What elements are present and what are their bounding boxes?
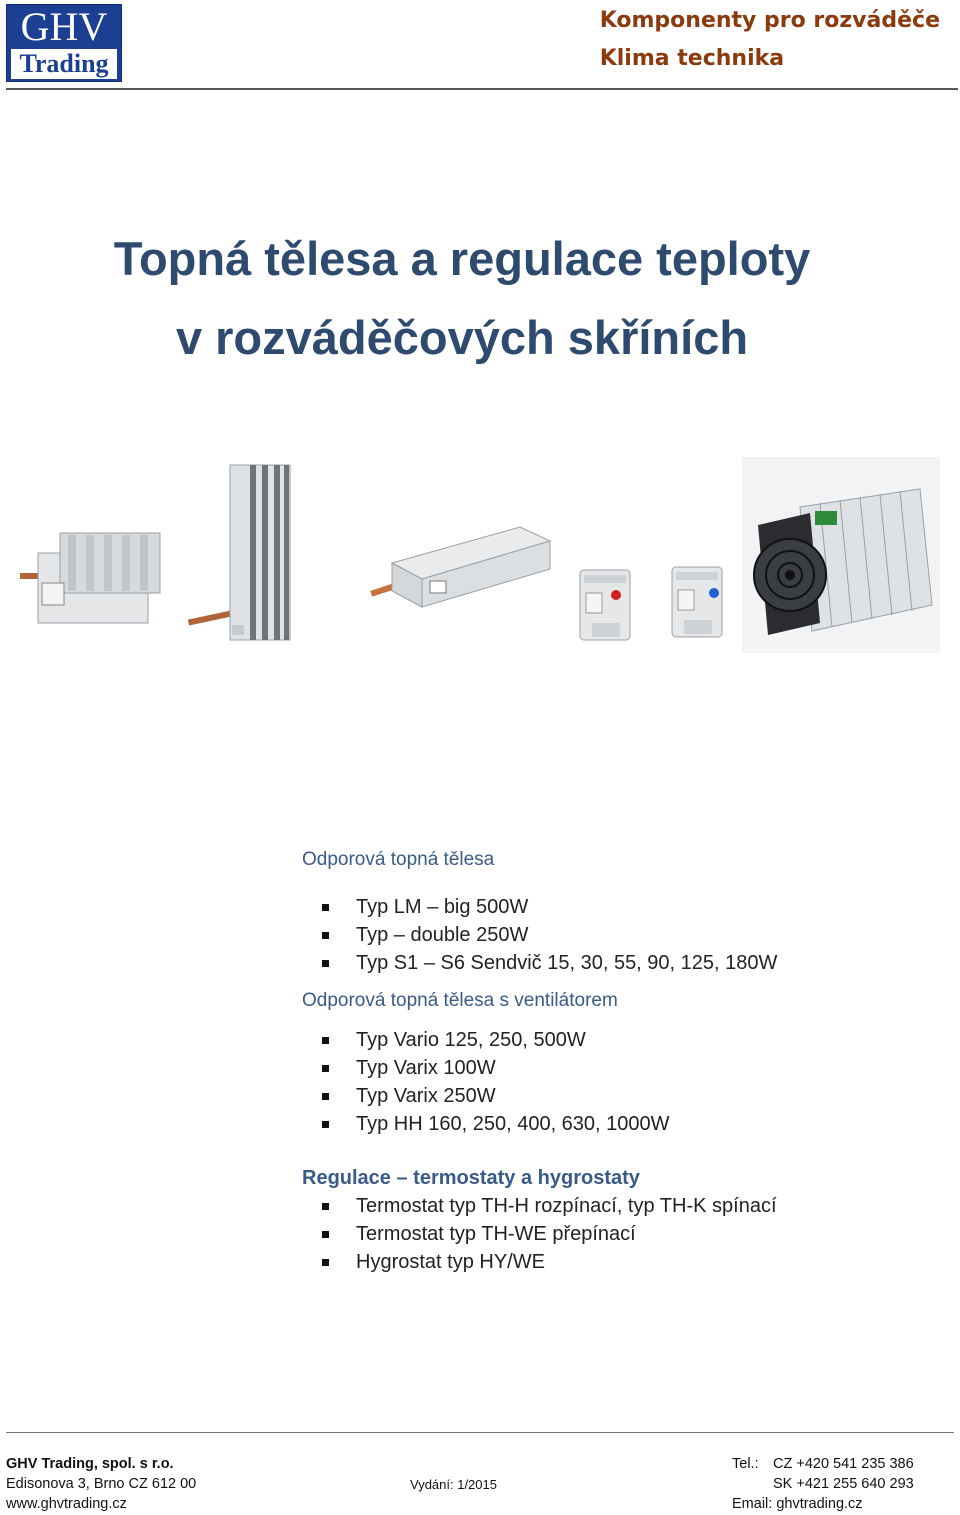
footer-edition: Vydání: 1/2015	[410, 1477, 497, 1492]
fan-heater-image	[742, 457, 940, 653]
page-title-line-1: Topná tělesa a regulace teploty	[113, 232, 811, 285]
list-item: Typ Vario 125, 250, 500W	[320, 1026, 670, 1054]
section-heading-resistive: Odporová topná tělesa	[302, 849, 495, 870]
product-photos	[20, 455, 940, 660]
footer-web-link[interactable]: www.ghvtrading.cz	[6, 1496, 127, 1512]
list-item: Termostat typ TH-H rozpínací, typ TH-K spínací	[320, 1192, 777, 1220]
heater-lm-image	[20, 533, 160, 623]
footer-tel-cz: CZ +420 541 235 386	[773, 1456, 914, 1472]
list-item: Termostat typ TH-WE přepínací	[320, 1220, 777, 1248]
footer-tel-sk: SK +421 255 640 293	[773, 1476, 914, 1492]
list-regulation	[320, 1192, 777, 1276]
logo-text-trading: Trading	[11, 49, 117, 79]
header-titles	[600, 6, 940, 82]
list-item: Hygrostat typ HY/WE	[320, 1248, 777, 1276]
footer-company: GHV Trading, spol. s r.o.	[6, 1456, 174, 1472]
list-item: Typ HH 160, 250, 400, 630, 1000W	[320, 1110, 670, 1138]
list-resistive	[320, 893, 777, 977]
list-item: Typ Varix 250W	[320, 1082, 670, 1110]
section-heading-fan: Odporová topná tělesa s ventilátorem	[302, 990, 618, 1011]
header-line-1: Komponenty pro rozváděče	[599, 8, 940, 33]
thermostat-red-image	[580, 570, 630, 640]
list-item: Typ LM – big 500W	[320, 893, 777, 921]
page-title-line-2: v rozváděčových skříních	[175, 311, 749, 364]
heater-finned-image	[188, 465, 290, 640]
header-line-2: Klima technika	[599, 46, 785, 71]
list-item: Typ S1 – S6 Sendvič 15, 30, 55, 90, 125, 180W	[320, 949, 777, 977]
heater-sandwich-image	[370, 527, 550, 607]
footer-address: Edisonova 3, Brno CZ 612 00	[6, 1476, 197, 1492]
company-logo	[6, 4, 122, 82]
header-divider	[6, 88, 958, 90]
footer-divider	[6, 1432, 954, 1433]
section-heading-regulation: Regulace – termostaty a hygrostaty	[302, 1167, 640, 1189]
footer-tel-label: Tel.:	[732, 1456, 759, 1472]
logo-text-ghv: GHV	[20, 4, 108, 49]
list-fan	[320, 1026, 670, 1138]
footer-email[interactable]: Email: ghvtrading.cz	[732, 1496, 863, 1512]
list-item: Typ – double 250W	[320, 921, 777, 949]
thermostat-blue-image	[672, 567, 722, 637]
list-item: Typ Varix 100W	[320, 1054, 670, 1082]
